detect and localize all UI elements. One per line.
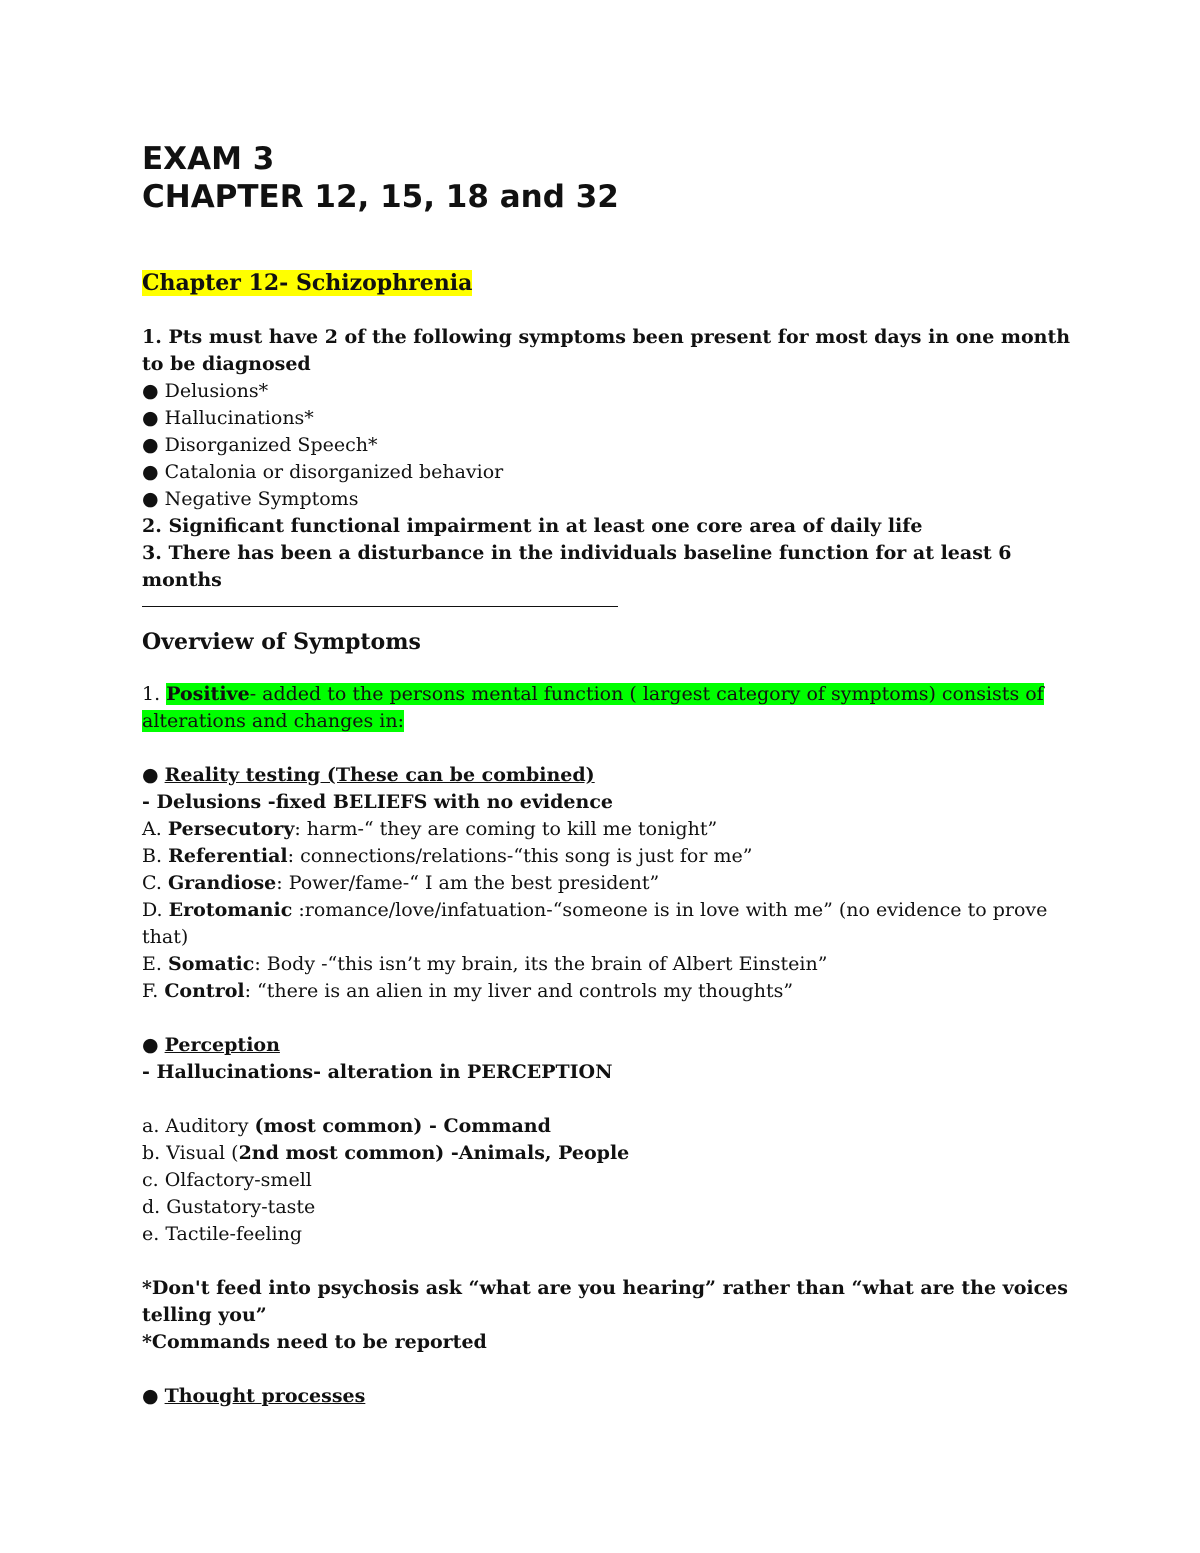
criteria-3: 3. There has been a disturbance in the individuals baseline function for at least 6 months [142, 542, 1012, 591]
hallucination-item: c. Olfactory-smell [142, 1169, 312, 1191]
hallucination-item: d. Gustatory-taste [142, 1196, 316, 1218]
symptom-item: ● Delusions* [142, 380, 269, 402]
positive-symptoms-paragraph: 1. Positive- added to the persons mental function ( largest category of symptoms) consists of alterations and changes in: [142, 683, 1044, 732]
bullet-icon: ● [142, 1034, 159, 1056]
hallucination-item: a. Auditory (most common) - Command [142, 1115, 551, 1137]
delusion-item: E. Somatic: Body -“this isn’t my brain, its the brain of Albert Einstein” [142, 953, 828, 975]
chapter-12-heading: Chapter 12- Schizophrenia [142, 270, 473, 296]
spacer [142, 1356, 1072, 1383]
spacer [142, 1005, 1072, 1032]
hallucinations-heading: - Hallucinations- alteration in PERCEPTION [142, 1061, 613, 1083]
bullet-icon: ● [142, 380, 159, 402]
symptom-item: ● Negative Symptoms [142, 488, 359, 510]
bullet-icon: ● [142, 461, 159, 483]
bullet-icon: ● [142, 764, 159, 786]
delusions-heading: - Delusions -fixed BELIEFS with no evidence [142, 791, 613, 813]
bullet-icon: ● [142, 407, 159, 429]
delusion-item: F. Control: “there is an alien in my liver and controls my thoughts” [142, 980, 794, 1002]
symptom-item: ● Catalonia or disorganized behavior [142, 461, 504, 483]
bullet-icon: ● [142, 488, 159, 510]
spacer [142, 1086, 1072, 1113]
spacer [142, 735, 1072, 762]
criteria-1: 1. Pts must have 2 of the following symptoms been present for most days in one month to be diagnosed [142, 326, 1071, 375]
overview-heading: Overview of Symptoms [142, 629, 421, 655]
delusion-item: D. Erotomanic :romance/love/infatuation-“someone is in love with me” (no evidence to prove that) [142, 899, 1048, 948]
bullet-icon: ● [142, 1385, 159, 1407]
hallucination-item: e. Tactile-feeling [142, 1223, 303, 1245]
psychosis-note: *Don't feed into psychosis ask “what are you hearing” rather than “what are the voices telling you” [142, 1277, 1068, 1326]
hallucination-item: b. Visual (2nd most common) -Animals, People [142, 1142, 630, 1164]
exam-title: EXAM 3 [142, 141, 275, 177]
commands-note: *Commands need to be reported [142, 1331, 487, 1353]
delusion-item: A. Persecutory: harm-“ they are coming to kill me tonight” [142, 818, 718, 840]
perception-heading: ● Perception [142, 1034, 280, 1056]
thought-processes-heading: ● Thought processes [142, 1385, 366, 1407]
divider-line [142, 606, 618, 607]
spacer [142, 1248, 1072, 1275]
symptom-item: ● Disorganized Speech* [142, 434, 378, 456]
criteria-2: 2. Significant functional impairment in at least one core area of daily life [142, 515, 923, 537]
reality-testing-heading: ● Reality testing (These can be combined) [142, 764, 595, 786]
delusion-item: C. Grandiose: Power/fame-“ I am the best president” [142, 872, 660, 894]
delusion-item: B. Referential: connections/relations-“this song is just for me” [142, 845, 753, 867]
bullet-icon: ● [142, 434, 159, 456]
chapters-title: CHAPTER 12, 15, 18 and 32 [142, 179, 619, 215]
document-content [142, 140, 1072, 1410]
symptom-item: ● Hallucinations* [142, 407, 314, 429]
